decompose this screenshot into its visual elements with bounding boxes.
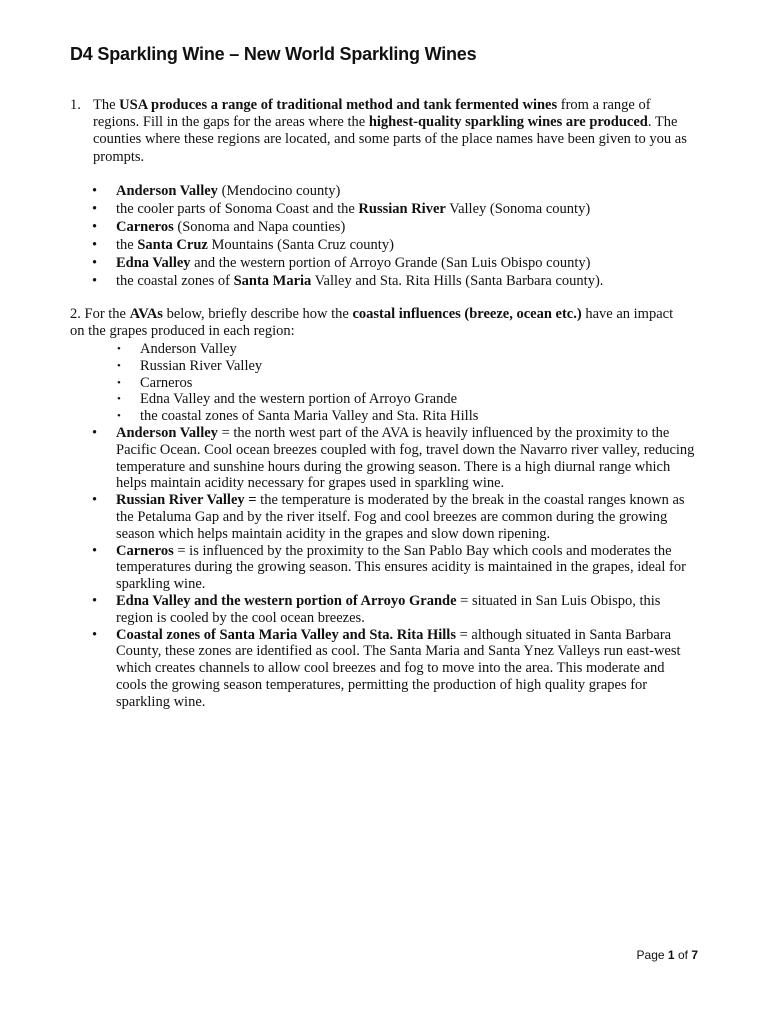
q1-text-part: . The counties where these regions are located, and some parts of the place names have been given to you as prompts.: [93, 114, 687, 165]
question-2-text: [70, 306, 680, 340]
list-item: • Carneros = is influenced by the proximity to the San Pablo Bay which cools and moderates the temperatures during the growing season. This ensures acidity is maintained in the grapes, ideal for sparkling wine.: [92, 543, 697, 593]
list-item: • the Santa Cruz Mountains (Santa Cruz county): [92, 236, 712, 254]
list-item: • the cooler parts of Sonoma Coast and the Russian River Valley (Sonoma county): [92, 200, 712, 218]
q1-bold-part: USA produces a range of traditional method and tank fermented wines: [119, 97, 558, 113]
q2-bold-part: AVAs: [129, 306, 163, 322]
question-1: [70, 97, 700, 166]
answers-list: [92, 425, 697, 711]
list-item: • Russian River Valley = the temperature is moderated by the break in the coastal ranges known as the Petaluma Gap and by the river itself. Fog and cool breezes are common during the growing season which helps maintain acidity in the grapes and slow down ripening.: [92, 492, 697, 542]
document-title: D4 Sparkling Wine – New World Sparkling Wines: [70, 44, 477, 64]
list-item: • Edna Valley and the western portion of Arroyo Grande = situated in San Luis Obispo, this region is cooled by the cool ocean breezes.: [92, 593, 697, 627]
list-item: • Anderson Valley (Mendocino county): [92, 182, 712, 200]
q2-text-part: have an impact on the grapes produced in each region:: [70, 306, 674, 340]
page-number: Page 1 of 7: [636, 948, 698, 962]
list-item: • the coastal zones of Santa Maria Valley and Sta. Rita Hills: [117, 408, 677, 425]
list-item: • Carneros: [117, 375, 677, 392]
list-item: • Anderson Valley: [117, 341, 677, 358]
list-item: • the coastal zones of Santa Maria Valley and Sta. Rita Hills (Santa Barbara county).: [92, 272, 712, 290]
q1-text-part: The: [93, 97, 120, 113]
list-item: • Coastal zones of Santa Maria Valley and Sta. Rita Hills = although situated in Santa Barbara County, these zones are identified as cool. The Santa Maria and Santa Ynez Valleys run east-west which creates channels to allow cool breezes and fog to move into the area. This moderate and cools the growing season temperatures, permitting the production of high quality grapes for sparkling wine.: [92, 627, 697, 711]
q2-bold-part: coastal influences (breeze, ocean etc.): [352, 306, 582, 322]
list-item: • Russian River Valley: [117, 358, 677, 375]
ava-list: [117, 341, 677, 425]
list-item: • Anderson Valley = the north west part of the AVA is heavily influenced by the proximity to the Pacific Ocean. Cool ocean breezes coupled with fog, travel down the Navarro river valley, reducing temperature and sunshine hours during the growing season. There is a high diurnal range which helps maintain acidity necessary for grapes used in sparkling wine.: [92, 425, 697, 492]
question-1-number: 1.: [70, 97, 81, 113]
list-item: • Edna Valley and the western portion of Arroyo Grande: [117, 391, 677, 408]
q1-text-part: from a range of regions. Fill in the gaps for the areas where the: [93, 97, 651, 131]
list-item: • Edna Valley and the western portion of Arroyo Grande (San Luis Obispo county): [92, 254, 712, 272]
q1-bold-part: highest-quality sparkling wines are produced: [368, 114, 648, 131]
question-1-text: [93, 97, 700, 166]
q2-text-part: 2. For the: [70, 306, 130, 322]
regions-list: [92, 182, 712, 290]
list-item: • Carneros (Sonoma and Napa counties): [92, 218, 712, 236]
q2-text-part: below, briefly describe how the: [162, 306, 353, 322]
